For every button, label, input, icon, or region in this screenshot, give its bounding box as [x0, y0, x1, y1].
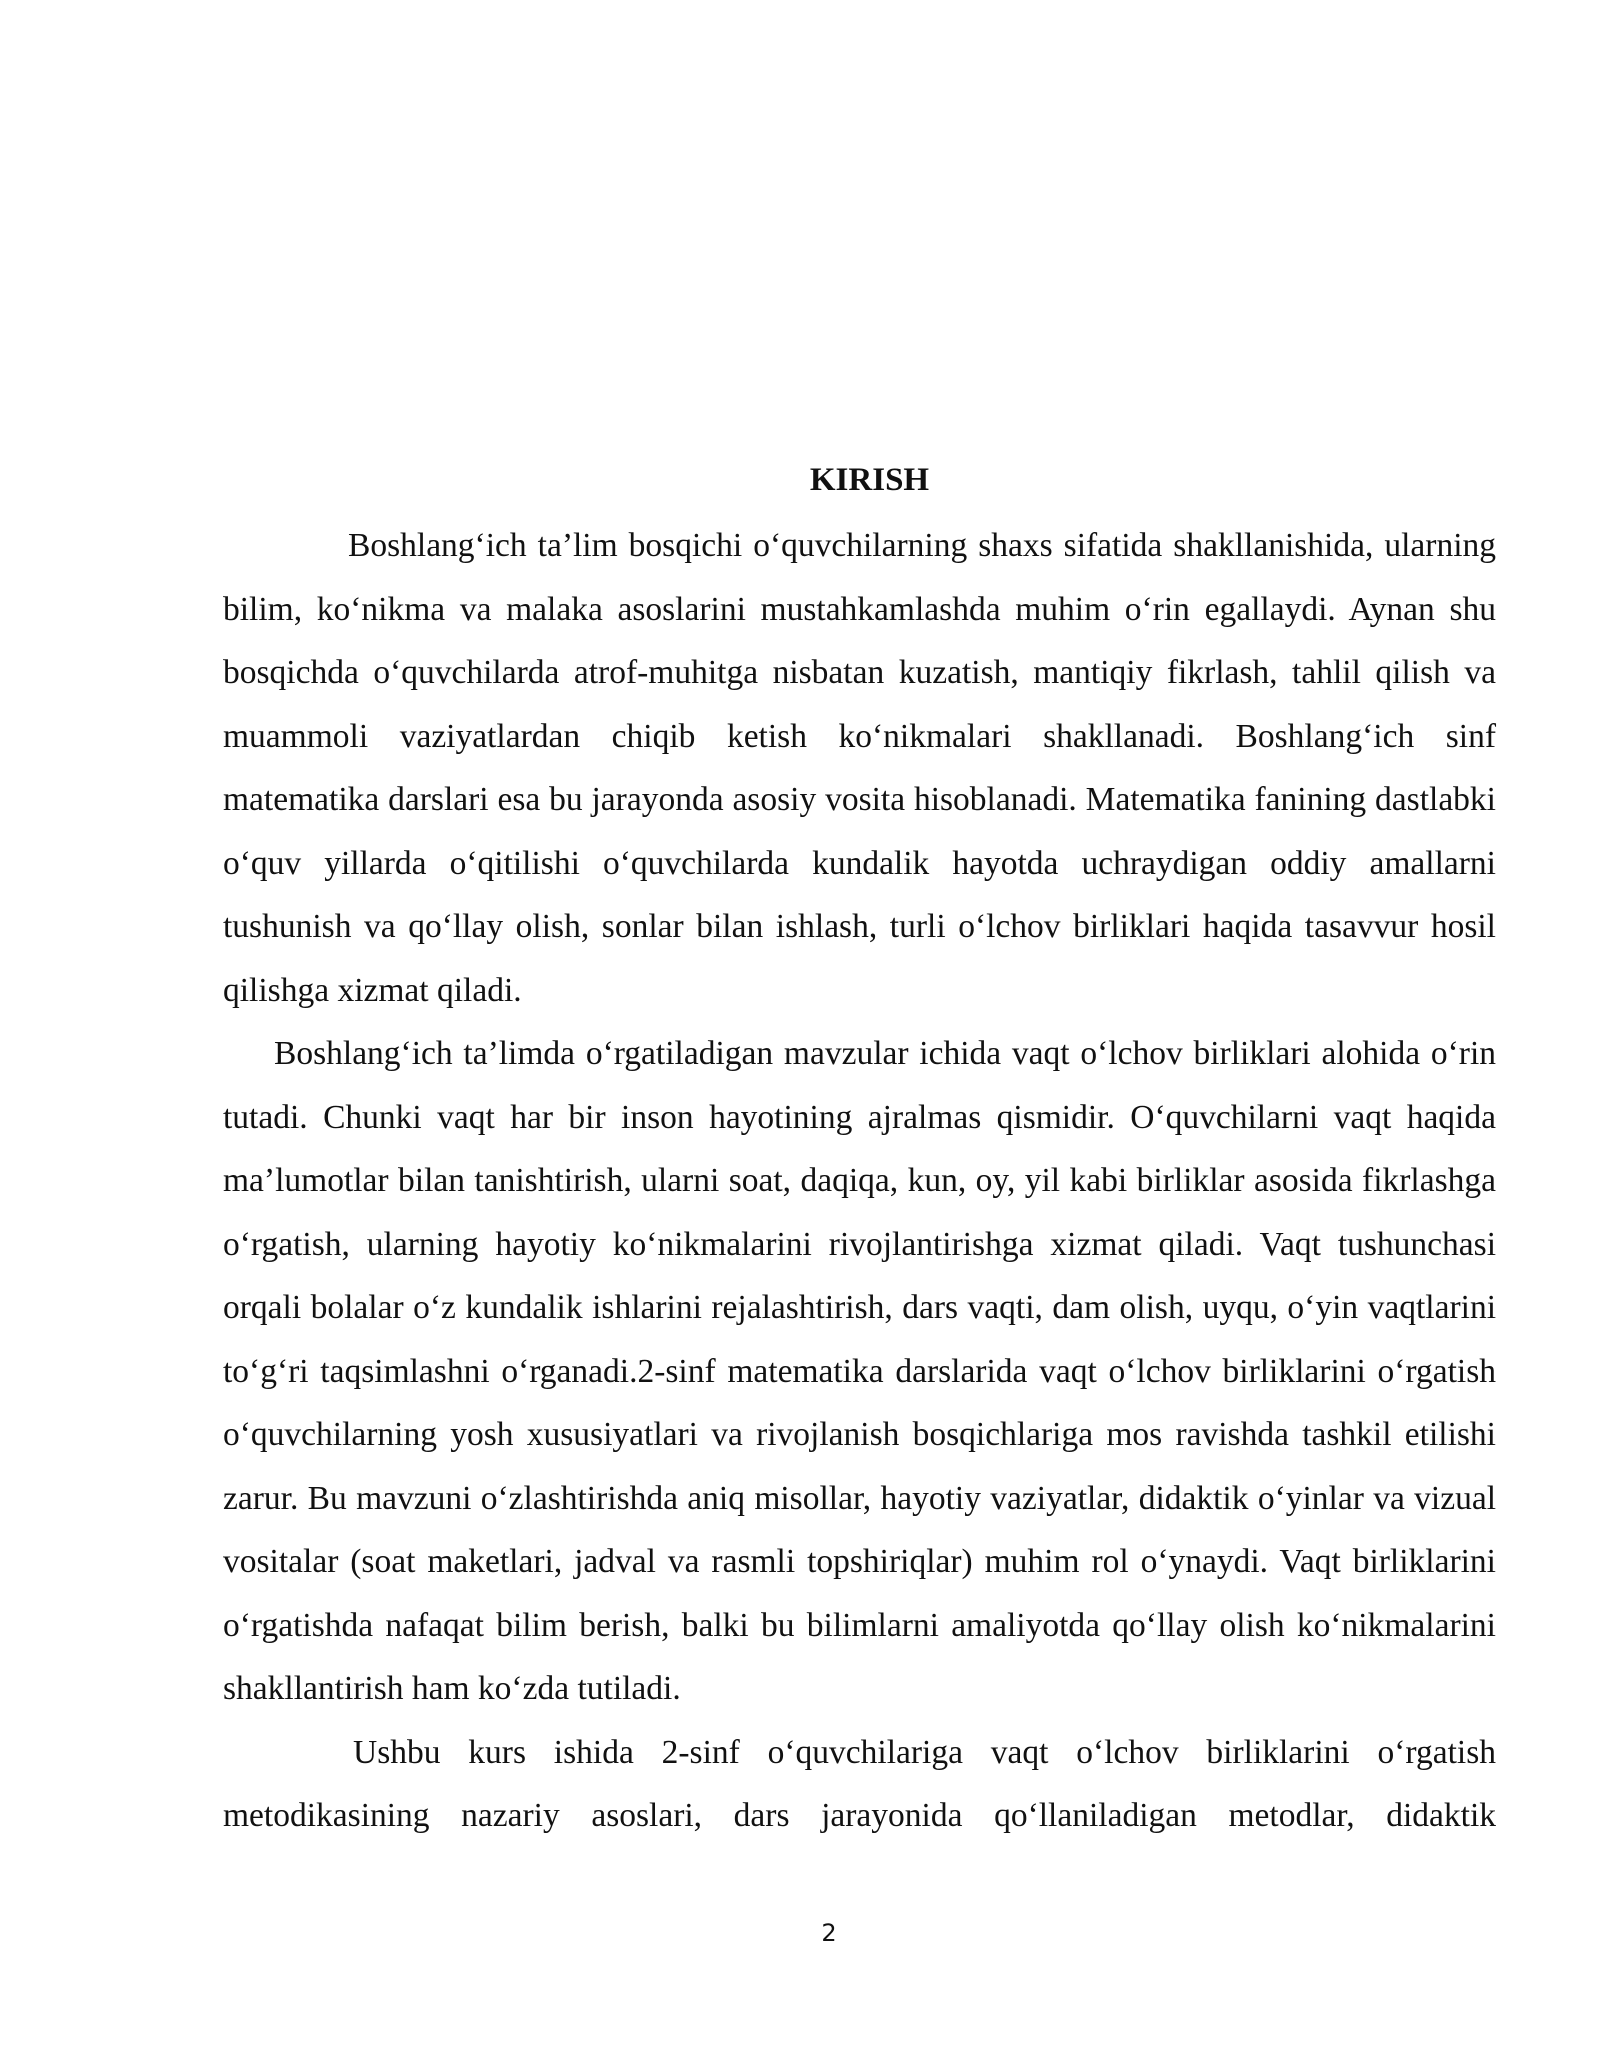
- paragraph-course-work: Ushbu kurs ishida 2-sinf o‘quvchilariga vaqt o‘lchov birliklarini o‘rgatish metodikasining nazariy asoslari, dars jarayonida qo‘llaniladigan metodlar, didaktik: [223, 1733, 1496, 1834]
- paragraph-time-units: Boshlang‘ich ta’limda o‘rgatiladigan mavzular ichida vaqt o‘lchov birliklari alohida o‘rin tutadi. Chunki vaqt har bir inson hayotining ajralmas qismidir. O‘quvchilarni vaqt haqida ma’lumotlar bilan tanishtirish, ularni soat, daqiqa, kun, oy, yil kabi birliklar asosida fikrlashga o‘rgatish, ularning hayotiy ko‘nikmalarini rivojlantirishga xizmat qiladi. Vaqt tushunchasi orqali bolalar o‘z kundalik ishlarini rejalashtirish, dars vaqti, dam olish, uyqu, o‘yin vaqtlarini to‘g‘ri taqsimlashni o‘rganadi.2-sinf matematika darslarida vaqt o‘lchov birliklarini o‘rgatish o‘quvchilarning yosh xususiyatlari va rivojlanish bosqichlariga mos ravishda tashkil etilishi zarur. Bu mavzuni o‘zlashtirishda aniq misollar, hayotiy vaziyatlar, didaktik o‘yinlar va vizual vositalar (soat maketlari, jadval va rasmli topshiriqlar) muhim rol o‘ynaydi. Vaqt birliklarini o‘rgatishda nafaqat bilim berish, balki bu bilimlarni amaliyotda qo‘llay olish ko‘nikmalarini shakllantirish ham ko‘zda tutiladi.: [223, 1035, 1496, 1707]
- page-body: [223, 456, 1496, 1848]
- page-number: 2: [821, 1919, 837, 1947]
- paragraph-intro: Boshlang‘ich ta’lim bosqichi o‘quvchilarning shaxs sifatida shakllanishida, ularning bilim, ko‘nikma va malaka asoslarini mustahkamlashda muhim o‘rin egallaydi. Aynan shu bosqichda o‘quvchilarda atrof-muhitga nisbatan kuzatish, mantiqiy fikrlash, tahlil qilish va muammoli vaziyatlardan chiqib ketish ko‘nikmalari shakllanadi. Boshlang‘ich sinf matematika darslari esa bu jarayonda asosiy vosita hisoblanadi. Matematika fanining dastlabki o‘quv yillarda o‘qitilishi o‘quvchilarda kundalik hayotda uchraydigan oddiy amallarni tushunish va qo‘llay olish, sonlar bilan ishlash, turli o‘lchov birliklari haqida tasavvur hosil qilishga xizmat qiladi.: [223, 527, 1496, 1009]
- section-title: KIRISH: [809, 462, 930, 498]
